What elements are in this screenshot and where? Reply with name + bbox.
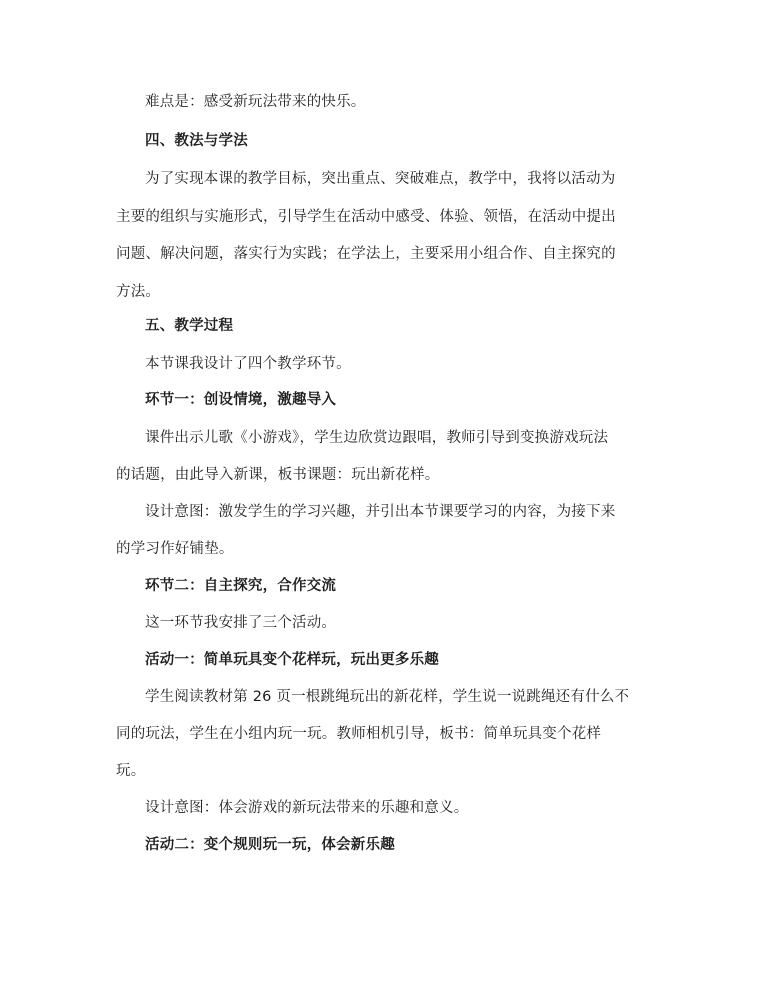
paragraph-line: 课件出示儿歌《小游戏》，学生边欣赏边跟唱，教师引导到变换游戏玩法 — [145, 430, 609, 446]
paragraph-line: 学生阅读教材第 26 页一根跳绳玩出的新花样，学生说一说跳绳还有什么不 — [145, 689, 630, 705]
paragraph-line: 主要的组织与实施形式，引导学生在活动中感受、体验、领悟，在活动中提出 — [116, 209, 616, 225]
paragraph-line: 的话题，由此导入新课，板书课题：玩出新花样。 — [116, 467, 440, 483]
paragraph-line: 玩。 — [116, 763, 146, 779]
step-heading-1: 环节一：创设情境，激趣导入 — [145, 392, 337, 408]
design-intent-line: 设计意图：激发学生的学习兴趣，并引出本节课要学习的内容，为接下来 — [145, 504, 616, 520]
activity-heading-1: 活动一：简单玩具变个花样玩，玩出更多乐趣 — [145, 652, 439, 668]
design-intent-line: 设计意图：体会游戏的新玩法带来的乐趣和意义。 — [145, 800, 469, 816]
paragraph-line: 这一环节我安排了三个活动。 — [145, 615, 337, 631]
paragraph-line: 的学习作好铺垫。 — [116, 541, 234, 557]
difficulty-line: 难点是：感受新玩法带来的快乐。 — [145, 94, 366, 110]
section-heading-methods: 四、教法与学法 — [145, 133, 248, 149]
paragraph-line: 同的玩法，学生在小组内玩一玩。教师相机引导，板书：简单玩具变个花样 — [116, 726, 602, 742]
paragraph-line: 本节课我设计了四个教学环节。 — [145, 356, 351, 372]
step-heading-2: 环节二：自主探究，合作交流 — [145, 578, 337, 594]
paragraph-line: 问题、解决问题，落实行为实践；在学法上，主要采用小组合作、自主探究的 — [116, 246, 616, 262]
section-heading-process: 五、教学过程 — [145, 318, 234, 334]
paragraph-line: 为了实现本课的教学目标，突出重点、突破难点，教学中，我将以活动为 — [145, 171, 616, 187]
activity-heading-2: 活动二：变个规则玩一玩，体会新乐趣 — [145, 837, 395, 853]
paragraph-line: 方法。 — [116, 284, 161, 300]
